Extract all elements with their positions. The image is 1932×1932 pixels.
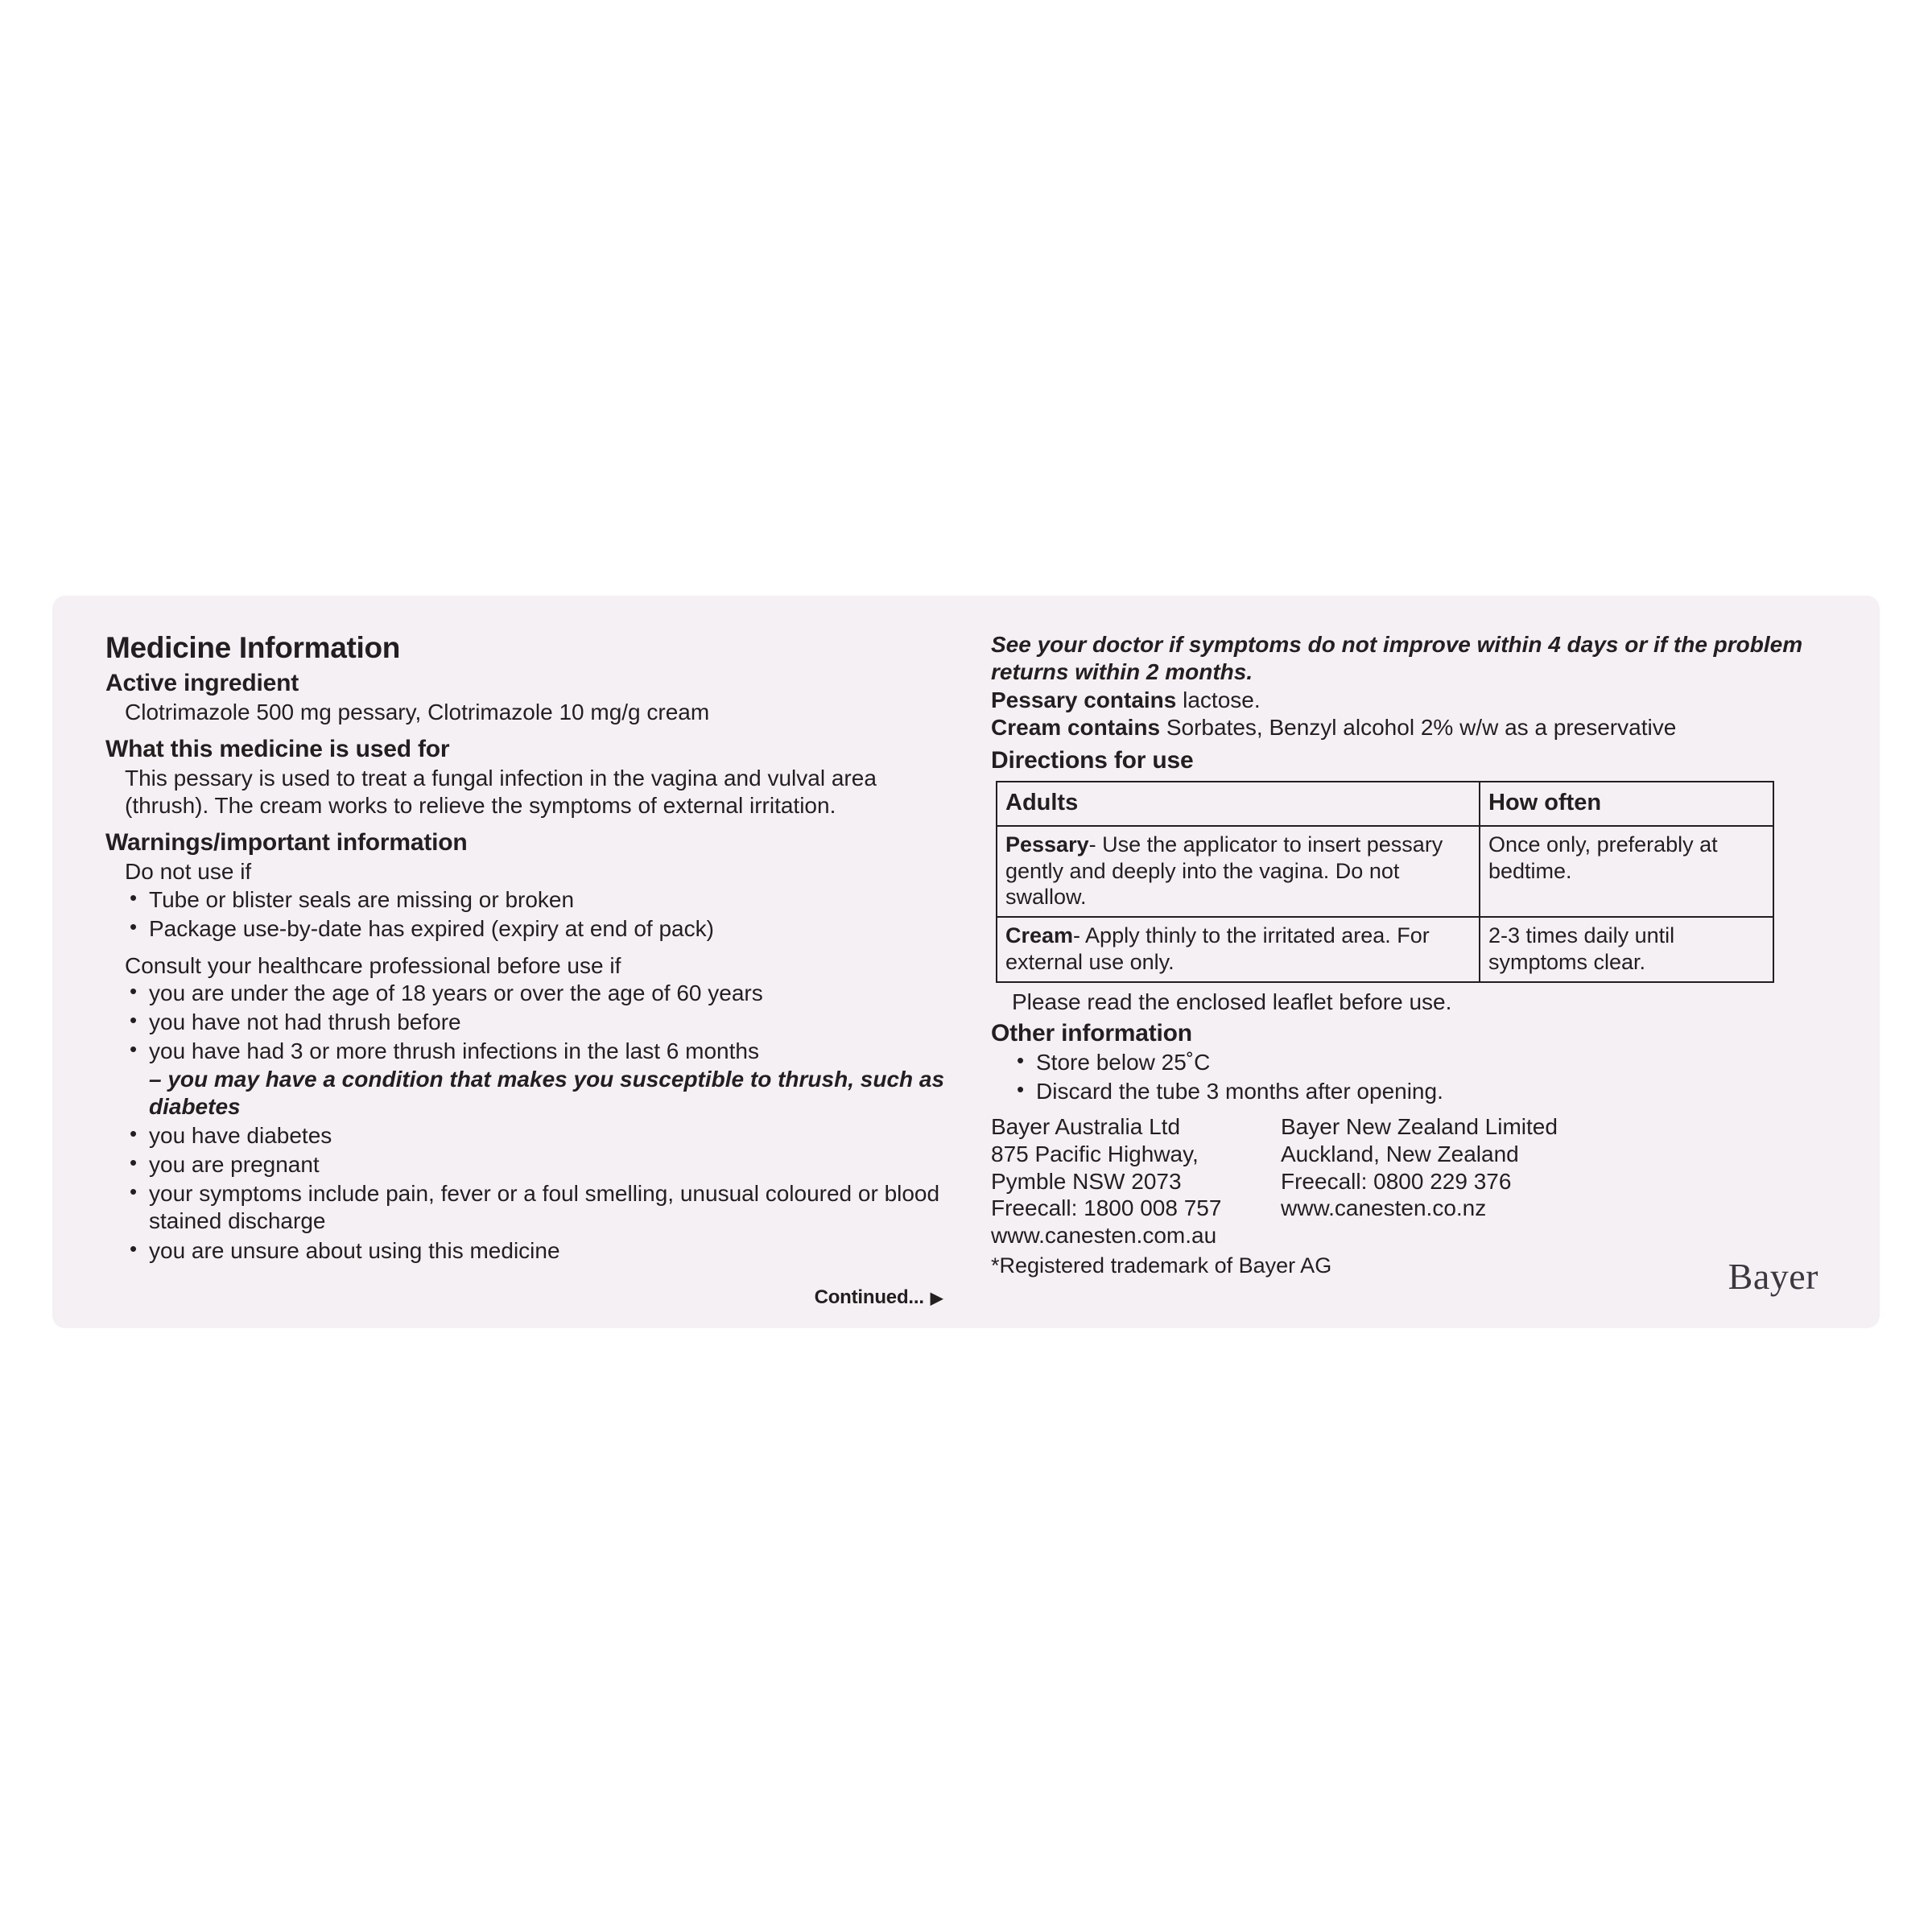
- list-item-emphasis: – you may have a condition that makes you susceptible to thrush, such as diabetes: [149, 1066, 945, 1119]
- list-item: • Store below 25˚C: [1012, 1049, 1851, 1076]
- do-not-use-list: [105, 886, 957, 943]
- other-information-heading: Other information: [991, 1020, 1192, 1047]
- column-header-how-often: How often: [1480, 782, 1773, 826]
- cream-contains-text: Sorbates, Benzyl alcohol 2% w/w as a preservative: [1166, 714, 1677, 740]
- do-not-use-label: Do not use if: [125, 859, 252, 885]
- active-ingredient-text: Clotrimazole 500 mg pessary, Clotrimazole 10 mg/g cream: [125, 700, 710, 724]
- continued-label: Continued...: [814, 1286, 924, 1308]
- list-item: • you are pregnant: [125, 1151, 957, 1179]
- pessary-instruction-text: - Use the applicator to insert pessary gently and deeply into the vagina. Do not swallow.: [1005, 832, 1443, 909]
- cell-pessary-frequency: Once only, preferably at bedtime.: [1480, 826, 1773, 917]
- cream-contains: [991, 714, 1851, 741]
- right-column: [957, 617, 1851, 1312]
- address-line: Auckland, New Zealand: [1281, 1141, 1519, 1167]
- list-item: • you are unsure about using this medicine: [125, 1237, 957, 1265]
- directions-heading: Directions for use: [991, 747, 1194, 774]
- cell-pessary-instruction: [997, 826, 1480, 917]
- trademark-note: *Registered trademark of Bayer AG: [991, 1253, 1332, 1278]
- list-item: • you are under the age of 18 years or over the age of 60 years: [125, 980, 957, 1007]
- address-new-zealand: [1281, 1113, 1619, 1249]
- triangle-right-icon: ▶: [930, 1290, 943, 1307]
- table-row: [997, 826, 1773, 917]
- directions-table: [996, 781, 1774, 983]
- address-line: 875 Pacific Highway,: [991, 1141, 1199, 1167]
- leaflet-note: Please read the enclosed leaflet before use.: [1012, 989, 1452, 1015]
- page-title: Medicine Information: [105, 631, 401, 664]
- table-header-row: [997, 782, 1773, 826]
- list-item: • Package use-by-date has expired (expiry at end of pack): [125, 915, 957, 943]
- address-line: Bayer Australia Ltd: [991, 1114, 1181, 1140]
- medicine-information-panel: [52, 596, 1880, 1328]
- list-item: • your symptoms include pain, fever or a foul smelling, unusual coloured or blood stained discharge: [125, 1180, 957, 1235]
- pessary-contains: [991, 687, 1851, 714]
- list-item: [125, 1038, 957, 1120]
- column-header-adults: Adults: [997, 782, 1480, 826]
- address-line: Freecall: 1800 008 757: [991, 1195, 1222, 1221]
- used-for-heading: What this medicine is used for: [105, 736, 450, 763]
- address-line: Freecall: 0800 229 376: [1281, 1168, 1512, 1194]
- active-ingredient-heading: Active ingredient: [105, 670, 299, 696]
- cell-cream-instruction: [997, 917, 1480, 982]
- left-column: [80, 617, 957, 1312]
- cream-instruction-text: - Apply thinly to the irritated area. For external use only.: [1005, 923, 1430, 974]
- address-australia: [991, 1113, 1281, 1249]
- cell-cream-frequency: 2-3 times daily until symptoms clear.: [1480, 917, 1773, 982]
- addresses: [991, 1113, 1851, 1249]
- cream-label: Cream: [1005, 923, 1074, 948]
- table-row: [997, 917, 1773, 982]
- consult-list: [105, 980, 957, 1265]
- pessary-contains-text: lactose.: [1183, 687, 1261, 713]
- list-item: • Tube or blister seals are missing or broken: [125, 886, 957, 914]
- list-item: • you have not had thrush before: [125, 1009, 957, 1036]
- address-line: Bayer New Zealand Limited: [1281, 1114, 1558, 1140]
- doctor-note: See your doctor if symptoms do not improve within 4 days or if the problem returns within 2 months.: [991, 632, 1803, 684]
- website-link-nz[interactable]: www.canesten.co.nz: [1281, 1195, 1487, 1221]
- consult-label: Consult your healthcare professional before use if: [125, 952, 621, 978]
- list-item: • Discard the tube 3 months after opening.: [1012, 1078, 1851, 1105]
- pessary-contains-label: Pessary contains: [991, 687, 1177, 713]
- list-item-text: you have had 3 or more thrush infections in the last 6 months: [149, 1038, 759, 1064]
- used-for-text: This pessary is used to treat a fungal infection in the vagina and vulval area (thrush). The cream works to relieve the symptoms of external irritation.: [125, 766, 877, 819]
- continued-indicator: [815, 1286, 943, 1309]
- bayer-logo: Bayer: [1728, 1256, 1818, 1297]
- warnings-heading: Warnings/important information: [105, 829, 468, 857]
- pessary-label: Pessary: [1005, 832, 1089, 857]
- website-link-au[interactable]: www.canesten.com.au: [991, 1222, 1217, 1248]
- cream-contains-label: Cream contains: [991, 714, 1161, 740]
- other-information-list: [991, 1049, 1851, 1105]
- list-item: • you have diabetes: [125, 1122, 957, 1150]
- address-line: Pymble NSW 2073: [991, 1168, 1182, 1194]
